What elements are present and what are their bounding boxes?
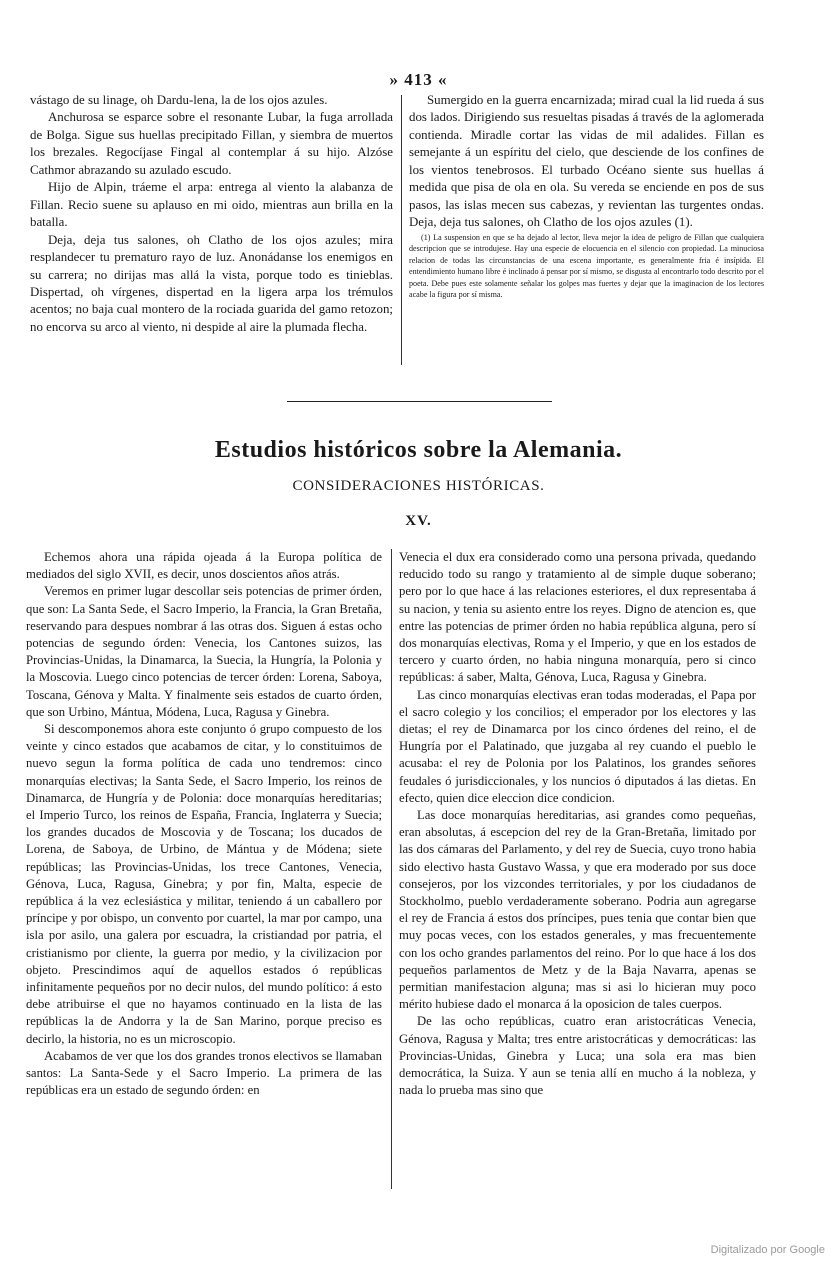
paragraph: Las doce monarquías hereditarias, asi grandes como pequeñas, eran absolutas, á escepcion del rey de la Gran-Bretaña, limitado por las dos cámaras del Parlamento, y del rey de Suecia, cuyo trono habia sido electivo hasta Gustavo Wassa, y que era moderado por sus doce consejeros, por los vizcondes territoriales, y por los ciudadanos de Stockholmo, pueblo verdaderamente soberano. Podria aun agregarse el rey de Francia á estos dos príncipes, pues tenia que contar bien que muy pocas veces, con los estados generales, y mas frecuentemente con los ocho grandes parlamentos del reino. Por lo que hace á los dos pequeños parlamentos de Metz y de la Baja Navarra, apenas se permitian manifestacion alguna; mas si asi lo hicieran muy poco mérito hubiese dado el monarca á la oposicion de tales cuerpos.	[399, 808, 756, 1012]
page-number: » 413 «	[389, 70, 448, 89]
article-subtitle: CONSIDERACIONES HISTÓRICAS.	[292, 478, 545, 494]
poem-column-left	[30, 92, 393, 336]
paragraph: vástago de su linage, oh Dardu-lena, la de los ojos azules.	[30, 93, 328, 107]
article-title: Estudios históricos sobre la Alemania.	[214, 437, 623, 463]
paragraph: Venecia el dux era considerado como una persona privada, quedando reducido todo su rango y tratamiento al de simple duque soberano; pero por lo que hace á las relaciones esteriores, el dux representaba á su nacion, y tenia su asiento entre los reyes. Digno de atencion es, que entre las potencias de primer órden no habia república alguna, pero sí dos monarquías electivas, Roma y el Imperio, y que en los estados de tercero y cuarto órden, no habia ninguna monarquía, pero si cinco repúblicas: á saber, Malta, Génova, Luca, Ragusa y Ginebra.	[399, 550, 756, 685]
article-column-left	[26, 549, 382, 1100]
paragraph: Las cinco monarquías electivas eran todas moderadas, el Papa por el sacro colegio y los concilios; el emperador por los electores y las dietas; el rey de Dinamarca por los cinco órdenes del reino, el de Hungría por el Palatinado, que juzgaba al rey cuando el pueblo le acusaba: el rey de Polonia por los Palatinos, los grandes señores feudales ó jurisdiccionales, y los nuncios ó diputados á las dietas. En efecto, quien dice eleccion dice condicion.	[399, 687, 756, 805]
footnote: (1) La suspension en que se ha dejado al lector, lleva mejor la idea de peligro de Fillan que cualquiera descripcion que se introdujese. Hay una especie de elocuencia en el silencio con propiedad. La minuciosa relacion de todas las circunstancias de una escena importante, es generalmente fria é insípida. El entendimiento humano libre é inclinado á pensar por sí mismo, se disgusta al encontrarlo todo descrito por el poeta. Debe pues este solamente señalar los golpes mas fuertes y dejar que la imaginacion de los lectores acabe la figura por sí misma.	[409, 232, 764, 300]
poem-column-right	[409, 92, 764, 301]
paragraph: Hijo de Alpin, tráeme el arpa: entrega al viento la alabanza de Fillan. Recio suene su aplauso en mi oido, mientras aun brilla en la batalla.	[30, 180, 393, 230]
column-divider	[391, 549, 392, 1189]
watermark: Digitalizado por Google	[710, 1244, 825, 1256]
article-column-right	[399, 549, 756, 1100]
article-number: XV.	[405, 513, 432, 529]
section-divider	[287, 401, 552, 402]
paragraph: Sumergido en la guerra encarnizada; mirad cual la lid rueda á sus dos lados. Dirigiendo sus resueltas pisadas á través de la aglomerada contienda. Miradle cortar las vidas de mil adalides. Fillan es semejante á un espíritu del cielo, que desciende de los confines de los vientos tenebrosos. El turbado Océano siente sus huellas á medida que pisa de ola en ola. Su vereda se enciende en pos de sus pasos, las islas mecen sus cabezas, y revientan las turgentes ondas. Deja, deja tus salones, oh Clatho de los ojos azules (1).	[409, 93, 764, 230]
paragraph: Anchurosa se esparce sobre el resonante Lubar, la fuga arrollada de Bolga. Sigue sus huellas precipitado Fillan, y siembra de muertos los brezales. Regocíjase Fingal al contemplar á su hijo. Alzóse Cathmor abrazando su azulado escudo.	[30, 110, 393, 177]
paragraph: Veremos en primer lugar descollar seis potencias de primer órden, que son: La Santa Sede, el Sacro Imperio, la Francia, la Gran Bretaña, reservando para despues nombrar á las otras dos. Siguen á estas ocho potencias de segundo órden: Venecia, los Cantones suizos, las Provincias-Unidas, la Dinamarca, la Suecia, la Hungría, la Polonia y la Moscovia. Luego cinco potencias de tercer órden: Lorena, Saboya, Toscana, Génova y Malta. Y finalmente seis estados de cuarto órden, que son Urbino, Mántua, Módena, Luca, Ragusa y Ginebra.	[26, 584, 382, 719]
paragraph: Echemos ahora una rápida ojeada á la Europa política de mediados del siglo XVII, es decir, unos doscientos años atrás.	[26, 550, 382, 582]
paragraph: Acabamos de ver que los dos grandes tronos electivos se llamaban santos: La Santa-Sede y el Sacro Imperio. La primera de las repúblicas era un estado de segundo órden: en	[26, 1048, 382, 1098]
column-divider	[401, 95, 402, 365]
paragraph: Si descomponemos ahora este conjunto ó grupo compuesto de los veinte y cinco estados que acabamos de citar, y lo constituimos de nuevo segun la forma política de cada uno tendremos: cinco monarquías electivas; la Santa Sede, el Sacro Imperio, los reinos de Dinamarca, de Hungría y de Polonia: doce monarquías hereditarias; el Imperio Turco, los reinos de España, Francia, Inglaterra y Suecia; los grandes ducados de Moscovia y de Toscana; los ducados de Lorena, de Saboya, de Urbino, de Mántua y de Módena; siete repúblicas; las Provincias-Unidas, los trece Cantones, Venecia, Génova, Luca, Ragusa, Ginebra; y por fin, Malta, especie de república á la vez eclesiástica y militar, teniendo á un caballero por príncipe y por obispo, un convento por cuartel, la mar por campo, una isla por asilo, una galera por escuadra, la cristiandad por patria, el cristianismo por cliente, la guerra por medio, y la civilizacion por objeto. Prescindimos aquí de aquellos estados ó repúblicas infinitamente pequeños por no decir nulos, del mundo político: á esto debe atribuirse el que no hayamos continuado en la lista de las repúblicas la de Andorra y la de San Marino, porque preciso es decirlo, la historia, no es un microscopio.	[26, 722, 382, 1046]
paragraph: De las ocho repúblicas, cuatro eran aristocráticas Venecia, Génova, Ragusa y Malta; tres entre aristocráticas y democráticas: las Provincias-Unidas, Ginebra y Luca; una sola era mas bien democrática, la Suiza. Y aun se tenia allí en mucho á la nobleza, y nada lo prueba mas sino que	[399, 1014, 756, 1098]
paragraph: Deja, deja tus salones, oh Clatho de los ojos azules; mira resplandecer tu prematuro rayo de luz. Anonádanse los enemigos en su carrera; no dirijas mas allá la vista, porque todo es tinieblas. Dispertad, oh vírgenes, dispertad en la ligera arpa los trémulos acentos; no baja cual montero de la rociada guarida del gamo retozon; no encorva su arco al viento, ni despide al aire la plumada flecha.	[30, 232, 393, 334]
